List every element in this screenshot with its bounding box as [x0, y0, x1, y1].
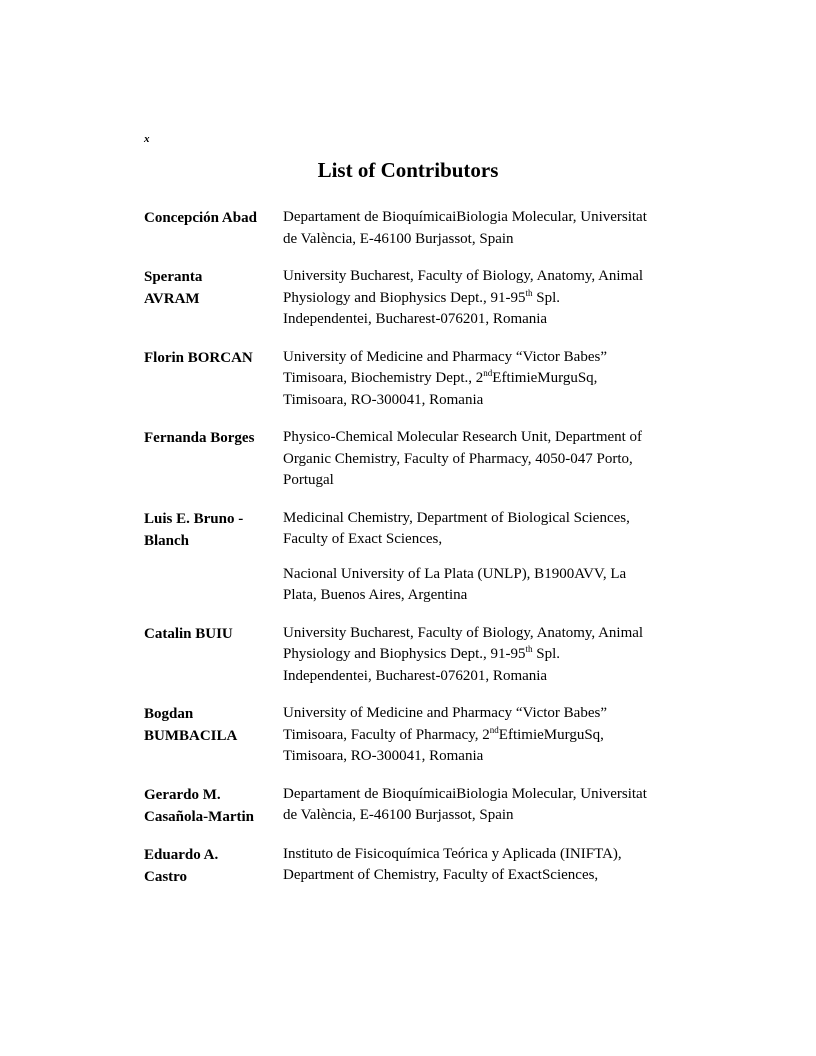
affiliation-line: Independentei, Bucharest-076201, Romania [283, 311, 548, 327]
affiliation-line: Nacional University of La Plata (UNLP), B1900AVV, La [283, 565, 627, 582]
affiliation-line: Departament de BioquímicaiBiologia Molecular, Universitat [283, 785, 647, 802]
contributor-name [144, 844, 283, 888]
contributor-name-line: Concepción Abad [144, 210, 257, 226]
contributor-affiliation [283, 623, 684, 688]
affiliation-line: de València, E-46100 Burjassot, Spain [283, 230, 514, 247]
affiliation-line: University of Medicine and Pharmacy “Victor Babes” [283, 705, 607, 721]
affiliation-line: Timisoara, Biochemistry Dept., 2ndEftimieMurguSq, [283, 368, 598, 386]
affiliation-line: Faculty of Exact Sciences, [283, 531, 443, 547]
contributor-name [144, 623, 283, 688]
contributor-name-line: Gerardo M. [144, 786, 221, 803]
contributor-name-line: Blanch [144, 532, 190, 549]
contributor-entry [144, 207, 684, 250]
affiliation-line: Plata, Buenos Aires, Argentina [283, 587, 468, 603]
affiliation-line: Physiology and Biophysics Dept., 91-95th Spl. [283, 644, 561, 662]
contributor-name [144, 784, 283, 828]
contributor-entry [144, 347, 684, 412]
affiliation-line: University Bucharest, Faculty of Biology, Anatomy, Animal [283, 624, 644, 641]
contributor-entry [144, 703, 684, 768]
contributor-name [144, 427, 283, 492]
contributor-affiliation [283, 347, 684, 412]
contributor-list [144, 207, 684, 904]
contributor-affiliation [283, 564, 684, 607]
contributor-entry [144, 844, 684, 888]
contributor-name-line: Bogdan [144, 706, 194, 722]
contributor-entry [144, 784, 684, 828]
contributor-name-line: Florin BORCAN [144, 349, 253, 366]
contributor-name-line: Luis E. Bruno - [144, 510, 244, 527]
contributor-affiliation [283, 703, 684, 768]
contributor-entry [144, 427, 684, 492]
contributor-affiliation [283, 508, 684, 551]
contributor-affiliation [283, 784, 684, 827]
contributor-name-line: AVRAM [144, 291, 200, 307]
affiliation-line: Departament de BioquímicaiBiologia Molecular, Universitat [283, 209, 647, 225]
affiliation-line: Timisoara, RO-300041, Romania [283, 748, 484, 764]
contributor-entry [144, 508, 684, 607]
affiliation-line: University of Medicine and Pharmacy “Victor Babes” [283, 348, 607, 365]
contributor-name [144, 508, 283, 607]
affiliation-line: Portugal [283, 472, 334, 488]
contributor-name-line: Catalin BUIU [144, 625, 233, 642]
affiliation-line: de València, E-46100 Burjassot, Spain [283, 807, 514, 823]
affiliation-line: Timisoara, RO-300041, Romania [283, 391, 484, 408]
contributor-affiliation [283, 266, 684, 331]
contributor-entry [144, 623, 684, 688]
affiliation-line: Department of Chemistry, Faculty of ExactSciences, [283, 867, 599, 883]
contributor-name-line: Casañola-Martin [144, 808, 254, 825]
contributor-name-line: Speranta [144, 269, 203, 285]
contributor-name-line: Castro [144, 868, 188, 885]
affiliation-line: Medicinal Chemistry, Department of Biological Sciences, [283, 509, 630, 526]
contributor-name [144, 347, 283, 412]
contributor-affiliation [283, 427, 684, 492]
affiliation-line: Timisoara, Faculty of Pharmacy, 2ndEftimieMurguSq, [283, 724, 604, 743]
page-title: List of Contributors [317, 158, 499, 182]
contributor-entry [144, 266, 684, 331]
contributor-name-line: BUMBACILA [144, 728, 238, 744]
page-number: x [144, 133, 150, 145]
affiliation-line: Physico-Chemical Molecular Research Unit, Department of [283, 429, 643, 445]
affiliation-line: Organic Chemistry, Faculty of Pharmacy, 4050-047 Porto, [283, 450, 633, 467]
contributor-name [144, 703, 283, 768]
contributor-name-line: Eduardo A. [144, 846, 219, 863]
contributor-name-line: Fernanda Borges [144, 430, 255, 446]
contributor-name [144, 207, 283, 250]
affiliation-line: University Bucharest, Faculty of Biology, Anatomy, Animal [283, 268, 644, 284]
contributor-affiliation [283, 844, 684, 887]
contributor-name [144, 266, 283, 331]
affiliation-line: Physiology and Biophysics Dept., 91-95th Spl. [283, 287, 561, 306]
contributor-affiliation [283, 207, 684, 250]
affiliation-line: Instituto de Fisicoquímica Teórica y Aplicada (INIFTA), [283, 845, 622, 862]
affiliation-line: Independentei, Bucharest-076201, Romania [283, 667, 548, 684]
